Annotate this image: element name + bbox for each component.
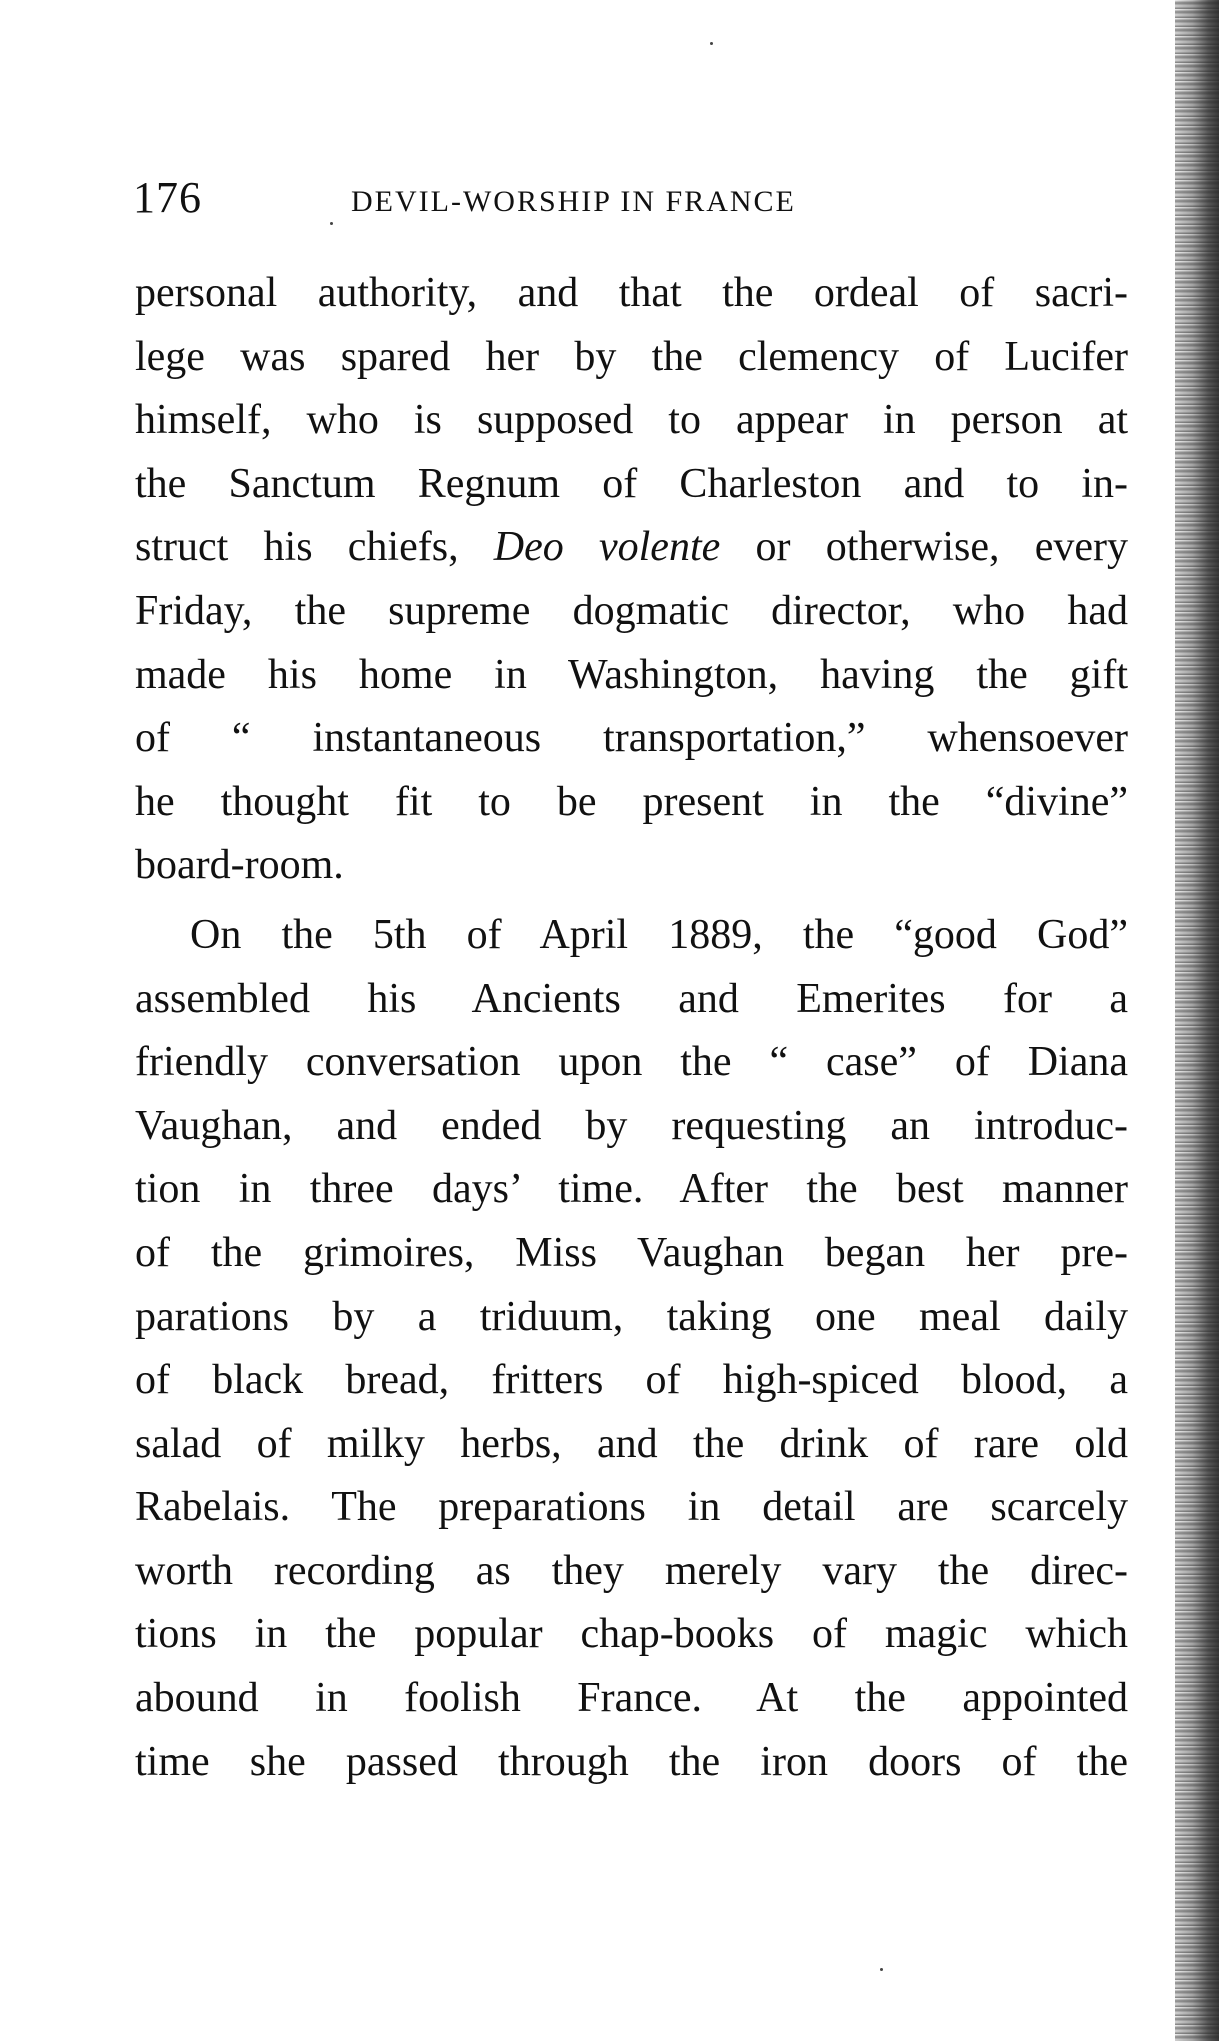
text-line: tions in the popular chap-books of magic which <box>135 1611 1128 1658</box>
text-line: abound in foolish France. At the appointed <box>135 1675 1128 1722</box>
text-line: friendly conversation upon the “ case” of Diana <box>135 1039 1128 1086</box>
paper-speck <box>880 1968 883 1971</box>
text-line: assembled his Ancients and Emerites for a <box>135 975 1128 1022</box>
text-line: lege was spared her by the clemency of Lucifer <box>135 333 1128 380</box>
text-line: made his home in Washington, having the gift <box>135 651 1128 698</box>
paragraph <box>135 904 1128 1794</box>
page-edge-shadow <box>1175 0 1219 2041</box>
text-line: of the grimoires, Miss Vaughan began her pre- <box>135 1229 1128 1276</box>
text-line: parations by a triduum, taking one meal daily <box>135 1293 1128 1340</box>
text-line: of black bread, fritters of high-spiced blood, a <box>135 1357 1128 1404</box>
text-line: salad of milky herbs, and the drink of rare old <box>135 1420 1128 1467</box>
body-text <box>135 262 1128 1794</box>
text-line: Vaughan, and ended by requesting an introduc- <box>135 1102 1128 1149</box>
page-number: 176 <box>133 173 202 222</box>
text-line: board-room. <box>135 842 344 889</box>
text-line: worth recording as they merely vary the direc- <box>135 1547 1128 1594</box>
text-line: On the 5th of April 1889, the “good God” <box>190 911 1128 958</box>
text-line: Rabelais. The preparations in detail are scarcely <box>135 1484 1128 1531</box>
italic-phrase: Deo volente <box>493 524 721 571</box>
running-title: DEVIL-WORSHIP IN FRANCE <box>351 185 796 218</box>
paragraph <box>135 262 1128 898</box>
text-line: tion in three days’ time. After the best manner <box>135 1166 1128 1213</box>
paper-speck <box>330 222 333 225</box>
text-line: Friday, the supreme dogmatic director, who had <box>135 587 1128 634</box>
text-line: himself, who is supposed to appear in person at <box>135 397 1128 444</box>
paper-speck <box>710 42 713 45</box>
text-line: he thought fit to be present in the “divine” <box>135 778 1128 825</box>
text-line: personal authority, and that the ordeal of sacri- <box>135 270 1128 316</box>
text-line: struct his chiefs, Deo volente or otherwise, every <box>135 524 1128 571</box>
running-head <box>133 168 1118 228</box>
text-line: the Sanctum Regnum of Charleston and to in- <box>135 460 1128 507</box>
text-line: time she passed through the iron doors of the <box>135 1738 1128 1785</box>
text-line: of “ instantaneous transportation,” whensoever <box>135 715 1128 762</box>
